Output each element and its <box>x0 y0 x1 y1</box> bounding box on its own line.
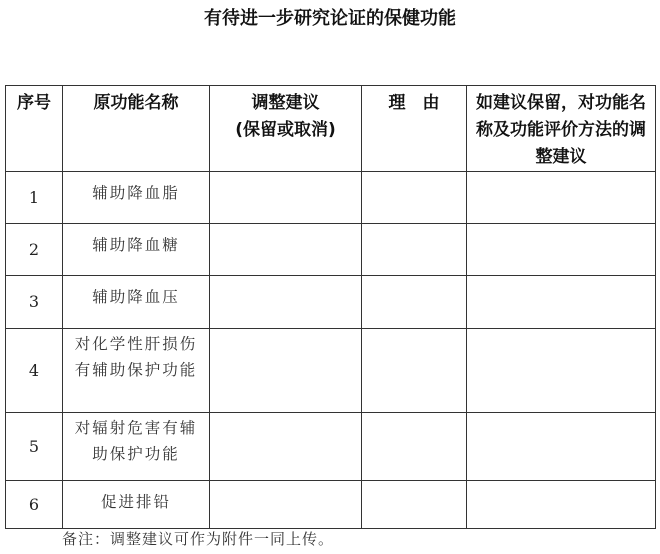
table-row <box>6 481 656 529</box>
header-adjust-line2: (保留或取消) <box>235 120 336 140</box>
row-seq: 5 <box>6 413 63 481</box>
table-row <box>6 329 656 413</box>
row-reason-cell[interactable] <box>362 276 467 329</box>
row-function-name: 辅助降血糖 <box>63 224 210 276</box>
footnote: 备注：调整建议可作为附件一同上传。 <box>62 530 335 548</box>
row-reason-cell[interactable] <box>362 172 467 224</box>
row-function-name: 对辐射危害有辅助保护功能 <box>63 413 210 481</box>
table-row <box>6 276 656 329</box>
header-reason: 理 由 <box>362 86 467 172</box>
header-seq: 序号 <box>6 86 63 172</box>
row-function-name: 对化学性肝损伤有辅助保护功能 <box>63 329 210 413</box>
row-function-name: 辅助降血脂 <box>63 172 210 224</box>
row-seq: 2 <box>6 224 63 276</box>
row-reason-cell[interactable] <box>362 413 467 481</box>
row-seq: 3 <box>6 276 63 329</box>
row-adjust-cell[interactable] <box>210 224 362 276</box>
health-function-table <box>5 85 656 529</box>
table-header-row <box>6 86 656 172</box>
row-suggest-cell[interactable] <box>467 481 656 529</box>
row-suggest-cell[interactable] <box>467 413 656 481</box>
row-suggest-cell[interactable] <box>467 224 656 276</box>
row-adjust-cell[interactable] <box>210 276 362 329</box>
table-row <box>6 224 656 276</box>
row-adjust-cell[interactable] <box>210 481 362 529</box>
header-original-name: 原功能名称 <box>63 86 210 172</box>
row-suggest-cell[interactable] <box>467 276 656 329</box>
row-function-name: 辅助降血压 <box>63 276 210 329</box>
header-retain-suggestion: 如建议保留，对功能名称及功能评价方法的调整建议 <box>467 86 656 172</box>
header-adjust-line1: 调整建议 <box>251 93 320 113</box>
row-seq: 6 <box>6 481 63 529</box>
row-reason-cell[interactable] <box>362 224 467 276</box>
row-function-name: 促进排铅 <box>63 481 210 529</box>
row-adjust-cell[interactable] <box>210 413 362 481</box>
row-seq: 1 <box>6 172 63 224</box>
row-adjust-cell[interactable] <box>210 172 362 224</box>
row-seq: 4 <box>6 329 63 413</box>
row-adjust-cell[interactable] <box>210 329 362 413</box>
header-adjust-suggestion <box>210 86 362 172</box>
row-reason-cell[interactable] <box>362 329 467 413</box>
row-suggest-cell[interactable] <box>467 329 656 413</box>
row-suggest-cell[interactable] <box>467 172 656 224</box>
document-title: 有待进一步研究论证的保健功能 <box>204 8 456 29</box>
table-row <box>6 413 656 481</box>
row-reason-cell[interactable] <box>362 481 467 529</box>
table-row <box>6 172 656 224</box>
